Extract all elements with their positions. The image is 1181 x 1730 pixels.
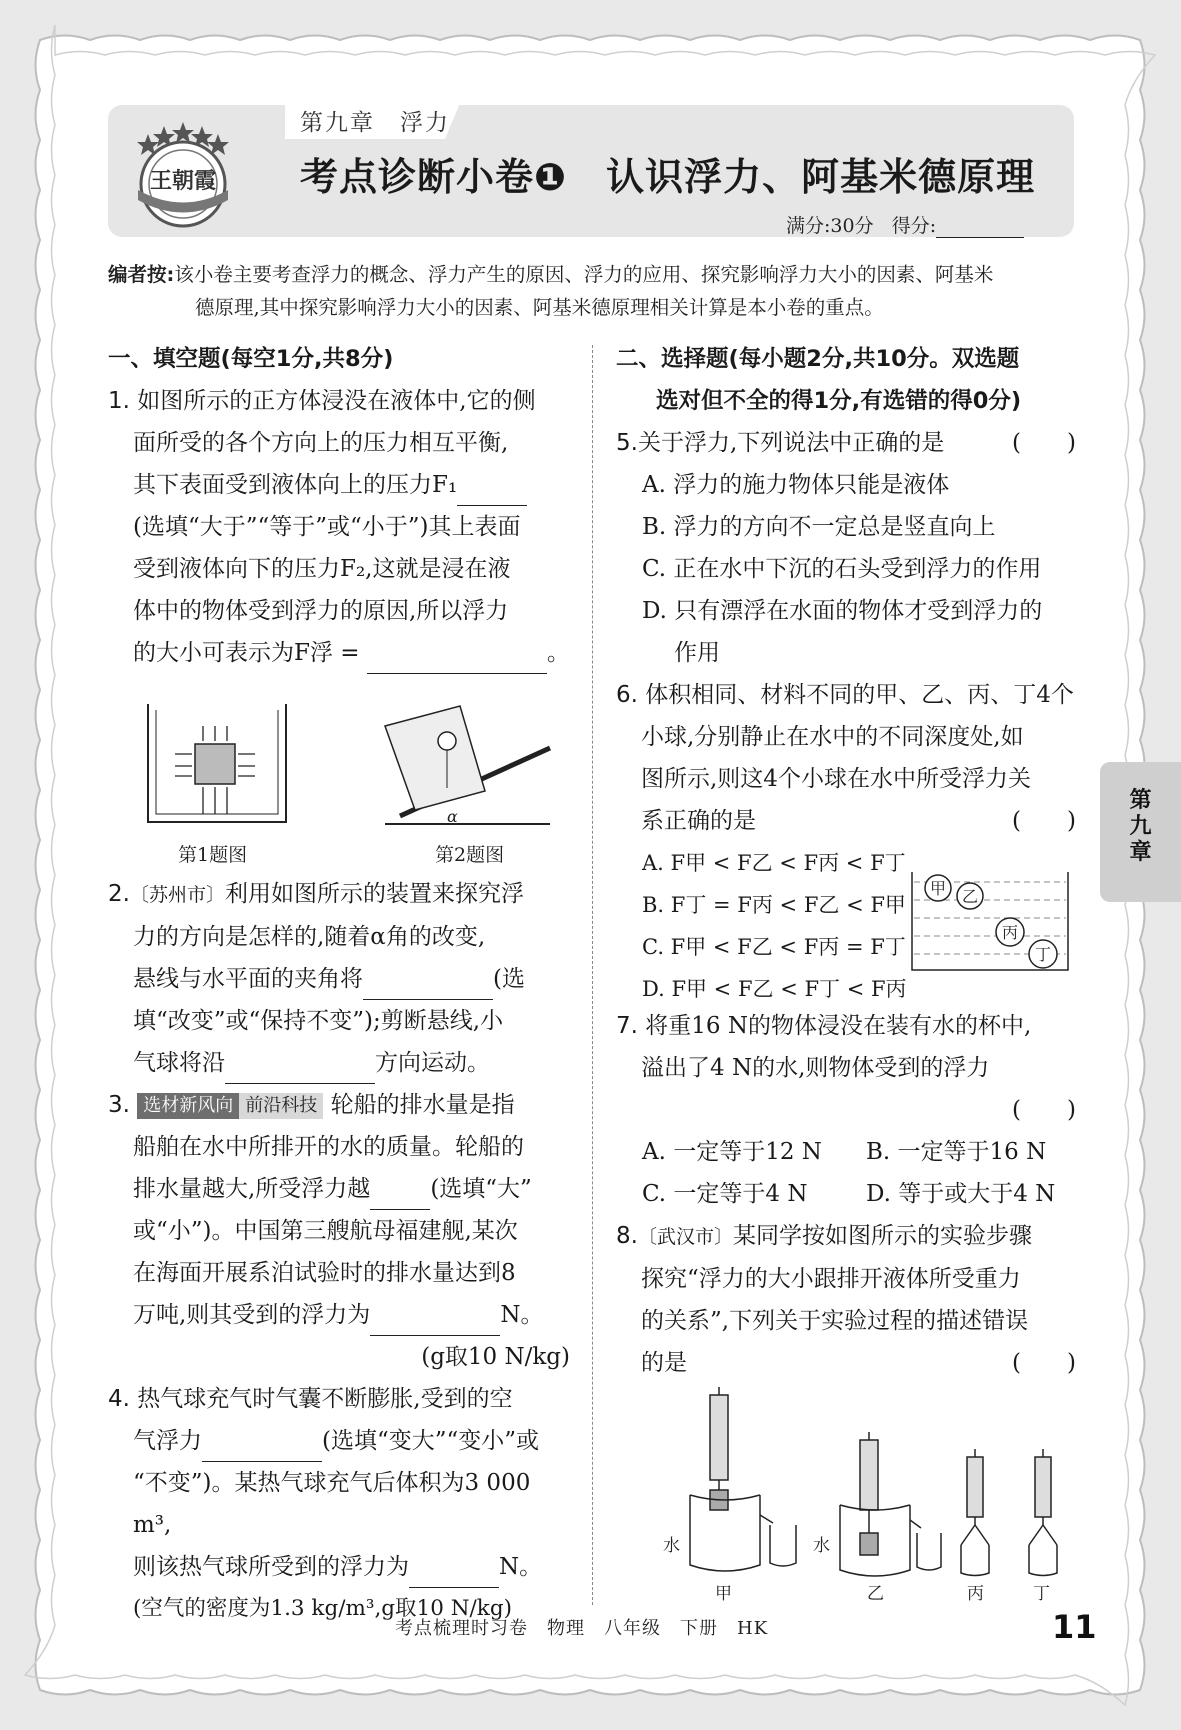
q8-line: 的是 (641, 1350, 687, 1376)
q6-line: 图所示,则这4个小球在水中所受浮力关 (641, 766, 1031, 792)
q3-number: 3. (108, 1092, 130, 1118)
q1-line: 的大小可表示为F浮 = (133, 640, 360, 666)
q6-line: 系正确的是 (641, 808, 756, 834)
editor-note-line1: 该小卷主要考查浮力的概念、浮力产生的原因、浮力的应用、探究影响浮力大小的因素、阿基米 (174, 263, 994, 286)
q6-option-b: B. F丁 = F丙 < F乙 < F甲 (642, 893, 906, 917)
fig2-alpha: α (447, 807, 458, 826)
q3-line: 万吨,则其受到的浮力为 (133, 1302, 371, 1328)
water-label-2: 水 (813, 1536, 830, 1556)
q5-option-c: C. 正在水中下沉的石头受到浮力的作用 (642, 556, 1042, 582)
question-5 (616, 422, 1076, 674)
q7-option-c: C. 一定等于4 N (642, 1181, 808, 1207)
q6-line: 小球,分别静止在水中的不同深度处,如 (641, 724, 1024, 750)
q1-line: 其下表面受到液体向上的压力F₁ (133, 472, 458, 498)
q4-line-end: N。 (499, 1554, 543, 1580)
question-2 (108, 873, 570, 1084)
question-7 (616, 1005, 1076, 1215)
fig1-caption: 第1题图 (178, 844, 248, 866)
section1-heading: 一、填空题(每空1分,共8分) (108, 346, 394, 372)
q5-option-d: D. 只有漂浮在水面的物体才受到浮力的 (642, 598, 1043, 624)
step-label-jia: 甲 (715, 1584, 732, 1604)
step-ding (1029, 1449, 1057, 1576)
q5-option-d-cont: 作用 (674, 640, 720, 666)
q3-tag-trend: 选材新风向 (137, 1093, 239, 1119)
fig1-container (148, 704, 286, 822)
footer-text: 考点梳理时习卷 物理 八年级 下册 HK (395, 1618, 769, 1639)
question-8 (616, 1215, 1076, 1384)
q3-line: (g取10 N/kg) (421, 1344, 570, 1370)
chapter-side-tab (1100, 762, 1181, 902)
q7-line: 将重16 N的物体浸没在装有水的杯中, (645, 1013, 1032, 1039)
q3-line: 轮船的排水量是指 (330, 1092, 515, 1118)
q6-answer-paren[interactable]: ( ) (1012, 808, 1076, 834)
q7-option-b: B. 一定等于16 N (866, 1139, 1047, 1165)
q6-option-a: A. F甲 < F乙 < F丙 < F丁 (642, 851, 906, 875)
q3-line-end: N。 (500, 1302, 544, 1328)
question-3 (108, 1084, 570, 1378)
q3-blank-1[interactable] (370, 1185, 430, 1210)
q5-number: 5. (616, 430, 638, 456)
step-bing (961, 1449, 989, 1576)
fig2-apparatus (385, 706, 550, 826)
q6-line: 体积相同、材料不同的甲、乙、丙、丁4个 (645, 682, 1074, 708)
q4-line-end: (选填“变大”“变小”或 (322, 1428, 540, 1454)
section2-heading-2: 选对但不全的得1分,有选错的得0分) (656, 388, 1022, 414)
q7-answer-paren[interactable]: ( ) (1012, 1097, 1076, 1123)
q1-line: 如图所示的正方体浸没在液体中,它的侧 (137, 388, 536, 414)
q8-number: 8. (616, 1223, 638, 1249)
q1-blank-1[interactable] (457, 481, 527, 506)
editor-note-label: 编者按: (108, 263, 175, 286)
q7-option-a: A. 一定等于12 N (642, 1139, 822, 1165)
q1-line: 受到液体向下的压力F₂,这就是浸在液 (133, 556, 511, 582)
right-column-lower (616, 1005, 1076, 1384)
q5-answer-paren[interactable]: ( ) (1012, 430, 1076, 456)
left-column-lower (108, 873, 570, 1630)
q4-line: 热气球充气时气囊不断膨胀,受到的空 (137, 1386, 513, 1412)
q4-line: 气浮力 (133, 1428, 202, 1454)
ball-yi: 乙 (961, 887, 979, 906)
q2-blank-1[interactable] (363, 975, 493, 1000)
column-divider (592, 345, 593, 1605)
q4-blank-2[interactable] (409, 1563, 499, 1588)
question-1 (108, 380, 570, 674)
step-label-yi: 乙 (867, 1584, 884, 1604)
q3-line: 在海面开展系泊试验时的排水量达到8 (133, 1260, 516, 1286)
publisher-logo (128, 120, 238, 230)
q8-figure (655, 1385, 1080, 1605)
q5-option-b: B. 浮力的方向不一定总是竖直向上 (642, 514, 996, 540)
q6-option-d: D. F甲 < F乙 < F丁 < F丙 (642, 977, 907, 1001)
q2-line: 力的方向是怎样的,随着α角的改变, (133, 924, 486, 950)
logo-text: 王朝霞 (149, 168, 217, 194)
q6-number: 6. (616, 682, 638, 708)
q8-region: 〔武汉市〕 (637, 1226, 733, 1248)
q3-line: 排水量越大,所受浮力越 (133, 1176, 371, 1202)
q1-number: 1. (108, 388, 130, 414)
q2-line: 气球将沿 (133, 1050, 225, 1076)
ball-ding: 丁 (1034, 945, 1052, 964)
fig2-caption: 第2题图 (435, 844, 505, 866)
q3-line-end: (选填“大” (430, 1176, 532, 1202)
q8-line: 探究“浮力的大小跟排开液体所受重力 (641, 1266, 1021, 1292)
page-number: 11 (1052, 1608, 1097, 1646)
q2-line-end: 方向运动。 (375, 1050, 490, 1076)
ball-bing: 丙 (1001, 923, 1019, 942)
q2-line: 悬线与水平面的夹角将 (133, 966, 363, 992)
q4-line: (空气的密度为1.3 kg/m³,g取10 N/kg) (133, 1596, 512, 1621)
q1-line: (选填“大于”“等于”或“小于”)其上表面 (133, 514, 521, 540)
chapter-label: 第九章 浮力 (300, 110, 450, 136)
q8-answer-paren[interactable]: ( ) (1012, 1350, 1076, 1376)
water-label-1: 水 (663, 1536, 680, 1556)
editor-note-line2: 德原理,其中探究影响浮力大小的因素、阿基米德原理相关计算是本小卷的重点。 (195, 296, 884, 319)
q8-line: 的关系”,下列关于实验过程的描述错误 (641, 1308, 1029, 1334)
left-column (108, 338, 570, 674)
side-tab-label: 第 九 章 (1129, 788, 1152, 865)
figures-1-2 (140, 696, 560, 830)
q1-line: 体中的物体受到浮力的原因,所以浮力 (133, 598, 509, 624)
q3-line: 或“小”)。中国第三艘航母福建舰,某次 (133, 1218, 518, 1244)
q2-line: 填“改变”或“保持不变”);剪断悬线,小 (133, 1008, 504, 1034)
q7-option-d: D. 等于或大于4 N (866, 1181, 1056, 1207)
balloon-shape (438, 732, 456, 750)
q8-line: 某同学按如图所示的实验步骤 (732, 1223, 1032, 1249)
q2-line-end: (选 (493, 966, 525, 992)
page-title: 考点诊断小卷❶ 认识浮力、阿基米德原理 (300, 155, 1036, 199)
step-jia (690, 1387, 796, 1571)
q7-number: 7. (616, 1013, 638, 1039)
q2-line: 利用如图所示的装置来探究浮 (224, 881, 524, 907)
q1-blank-2[interactable] (367, 649, 547, 674)
q4-line: 则该热气球所受到的浮力为 (133, 1554, 409, 1580)
q2-blank-2[interactable] (225, 1059, 375, 1084)
step-label-ding: 丁 (1033, 1584, 1050, 1604)
q3-blank-2[interactable] (370, 1311, 500, 1336)
q6-figure (908, 870, 1073, 976)
q3-line: 船舶在水中所排开的水的质量。轮船的 (133, 1134, 524, 1160)
q4-blank-1[interactable] (202, 1437, 322, 1462)
question-4 (108, 1378, 570, 1630)
score-line (786, 211, 1024, 238)
ball-jia: 甲 (929, 879, 947, 898)
q4-number: 4. (108, 1386, 130, 1412)
q1-line-end: 。 (546, 640, 570, 666)
q3-tag-tech: 前沿科技 (239, 1093, 323, 1119)
step-label-bing: 丙 (967, 1584, 984, 1604)
q7-line: 溢出了4 N的水,则物体受到的浮力 (641, 1055, 990, 1081)
q1-line: 面所受的各个方向上的压力相互平衡, (133, 430, 509, 456)
editor-note (108, 258, 1078, 324)
q4-line: “不变”)。某热气球充气后体积为3 000 m³, (133, 1470, 531, 1538)
q2-number: 2. (108, 881, 130, 907)
score-label: 得分: (891, 215, 937, 237)
q2-region: 〔苏州市〕 (129, 884, 225, 906)
section2-heading-1: 二、选择题(每小题2分,共10分。双选题 (616, 346, 1020, 372)
full-score: 满分:30分 (786, 215, 874, 237)
cube-shape (195, 744, 235, 784)
step-yi (840, 1432, 941, 1576)
q6-option-c: C. F甲 < F乙 < F丙 = F丁 (642, 935, 906, 959)
q5-stem: 关于浮力,下列说法中正确的是 (637, 430, 945, 456)
q5-option-a: A. 浮力的施力物体只能是液体 (642, 472, 950, 498)
score-blank[interactable] (936, 219, 1024, 238)
